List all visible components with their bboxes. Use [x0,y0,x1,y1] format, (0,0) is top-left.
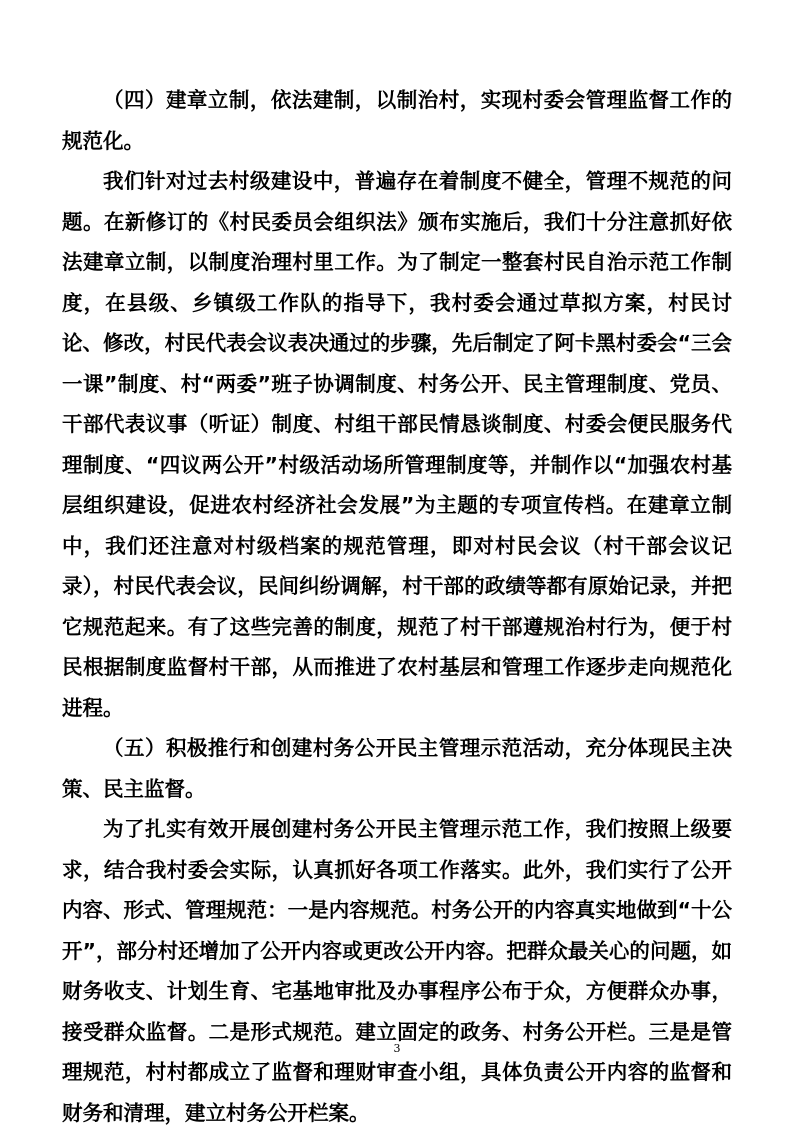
body-paragraph-rules: 我们针对过去村级建设中，普遍存在着制度不健全，管理不规范的问题。在新修订的《村民委员会组织法》颁布实施后，我们十分注意抓好依法建章立制，以制度治理村里工作。为了制定一整套村民自治示范工作制度，在县级、乡镇级工作队的指导下，我村委会通过草拟方案，村民讨论、修改，村民代表会议表决通过的步骤，先后制定了阿卡黑村委会“三会一课”制度、村“两委”班子协调制度、村务公开、民主管理制度、党员、干部代表议事（听证）制度、村组干部民情恳谈制度、村委会便民服务代理制度、“四议两公开”村级活动场所管理制度等，并制作以“加强农村基层组织建设，促进农村经济社会发展”为主题的专项宣传档。在建章立制中，我们还注意对村级档案的规范管理，即对村民会议（村干部会议记录），村民代表会议，民间纠纷调解，村干部的政绩等都有原始记录，并把它规范起来。有了这些完善的制度，规范了村干部遵规治村行为，便于村民根据制度监督村干部，从而推进了农村基层和管理工作逐步走向规范化进程。 [62,169,732,720]
section-heading-five: （五）积极推行和创建村务公开民主管理示范活动，充分体现民主决策、民主监督。 [62,736,732,801]
section-heading-four: （四）建章立制，依法建制，以制治村，实现村委会管理监督工作的规范化。 [62,88,732,153]
page-number: 3 [393,1042,401,1055]
body-paragraph-openness: 为了扎实有效开展创建村务公开民主管理示范工作，我们按照上级要求，结合我村委会实际，认真抓好各项工作落实。此外，我们实行了公开内容、形式、管理规范：一是内容规范。村务公开的内容真实地做到“十公开”，部分村还增加了公开内容或更改公开内容。把群众最关心的问题，如财务收支、计划生育、宅基地审批及办事程序公布于众，方便群众办事，接受群众监督。二是形式规范。建立固定的政务、村务公开栏。三是是管理规范，村村都成立了监督和理财审查小组，具体负责公开内容的监督和财务和清理，建立村务公开栏案。 [62,817,732,1125]
document-body [62,80,732,1133]
